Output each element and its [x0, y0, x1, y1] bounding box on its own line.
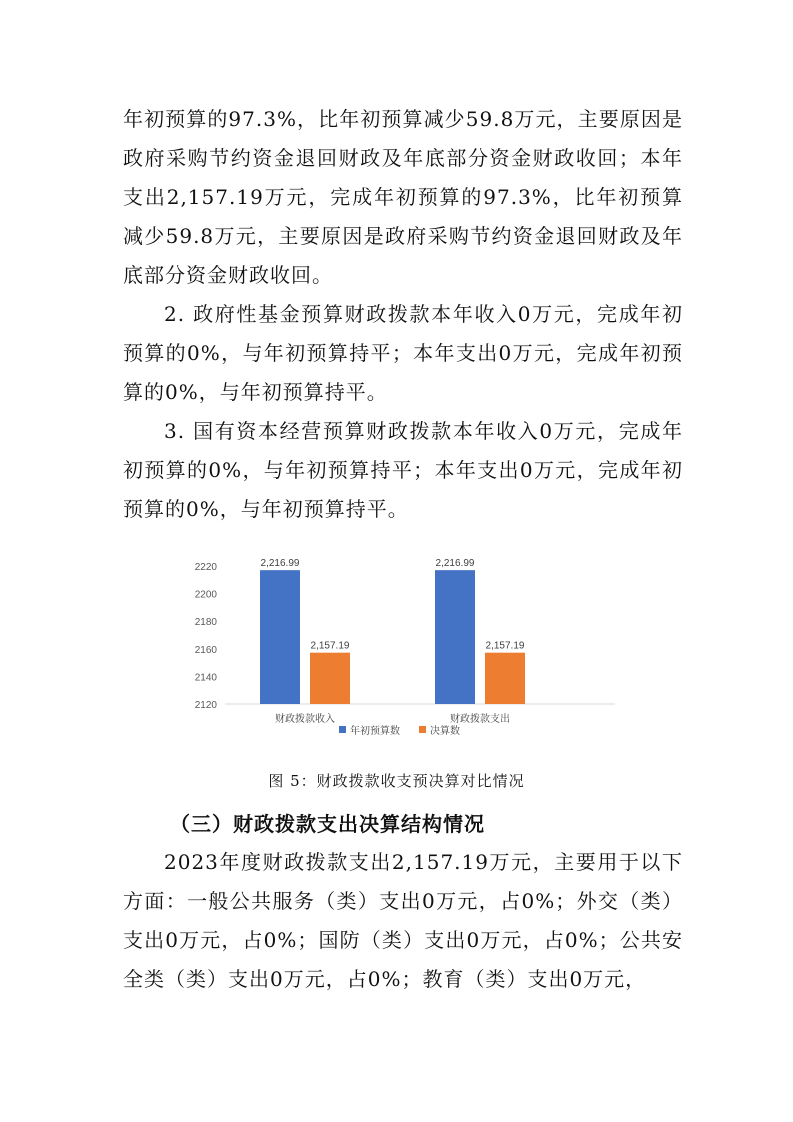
paragraph-state-capital: 3. 国有资本经营预算财政拨款本年收入0万元，完成年初预算的0%，与年初预算持平；本年支出0万元，完成年初预算的0%，与年初预算持平。	[123, 419, 683, 521]
data-label: 2,157.19	[310, 640, 350, 652]
paragraph-budget-completion: 年初预算的97.3%，比年初预算减少59.8万元，主要原因是政府采购节约资金退回财政及年底部分资金财政收回；本年支出2,157.19万元，完成年初预算的97.3%，比年初预算减少59.8万元，主要原因是政府采购节约资金退回财政及年底部分资金财政收回。	[123, 107, 683, 287]
y-axis	[195, 562, 218, 711]
bar-group	[260, 558, 525, 725]
data-label: 2,216.99	[435, 558, 475, 570]
budget-comparison-chart	[180, 548, 620, 748]
y-tick-label: 2120	[194, 700, 217, 711]
legend-swatch	[419, 726, 426, 733]
bar-0-0	[260, 570, 300, 704]
y-tick-label: 2160	[194, 644, 217, 656]
section-heading: （三）财政拨款支出决算结构情况	[170, 812, 485, 836]
y-tick-label: 2140	[194, 672, 217, 684]
y-tick-label: 2200	[194, 589, 217, 601]
legend-swatch	[339, 726, 346, 733]
figure-caption: 图 5：财政拨款收支预决算对比情况	[268, 772, 525, 790]
y-tick-label: 2180	[194, 617, 217, 629]
x-category-label: 财政拨款收入	[275, 714, 335, 725]
paragraph-expenditure-structure: 2023年度财政拨款支出2,157.19万元，主要用于以下方面：一般公共服务（类）支出0万元，占0%；外交（类）支出0万元，占0%；国防（类）支出0万元，占0%；公共安全类（类）支出0万元，占0%；教育（类）支出0万元，	[123, 850, 683, 991]
bar-0-1	[310, 653, 350, 704]
bar-1-1	[485, 653, 525, 704]
data-label: 2,216.99	[260, 558, 300, 570]
y-tick-label: 2220	[194, 562, 217, 573]
data-label: 2,157.19	[485, 640, 525, 652]
bar-1-0	[435, 570, 475, 704]
chart-legend	[339, 724, 460, 737]
legend-label: 决算数	[430, 726, 460, 737]
paragraph-government-fund: 2. 政府性基金预算财政拨款本年收入0万元，完成年初预算的0%，与年初预算持平；本年支出0万元，完成年初预算的0%，与年初预算持平。	[123, 302, 683, 404]
legend-label: 年初预算数	[350, 726, 400, 737]
x-category-label: 财政拨款支出	[450, 714, 510, 725]
